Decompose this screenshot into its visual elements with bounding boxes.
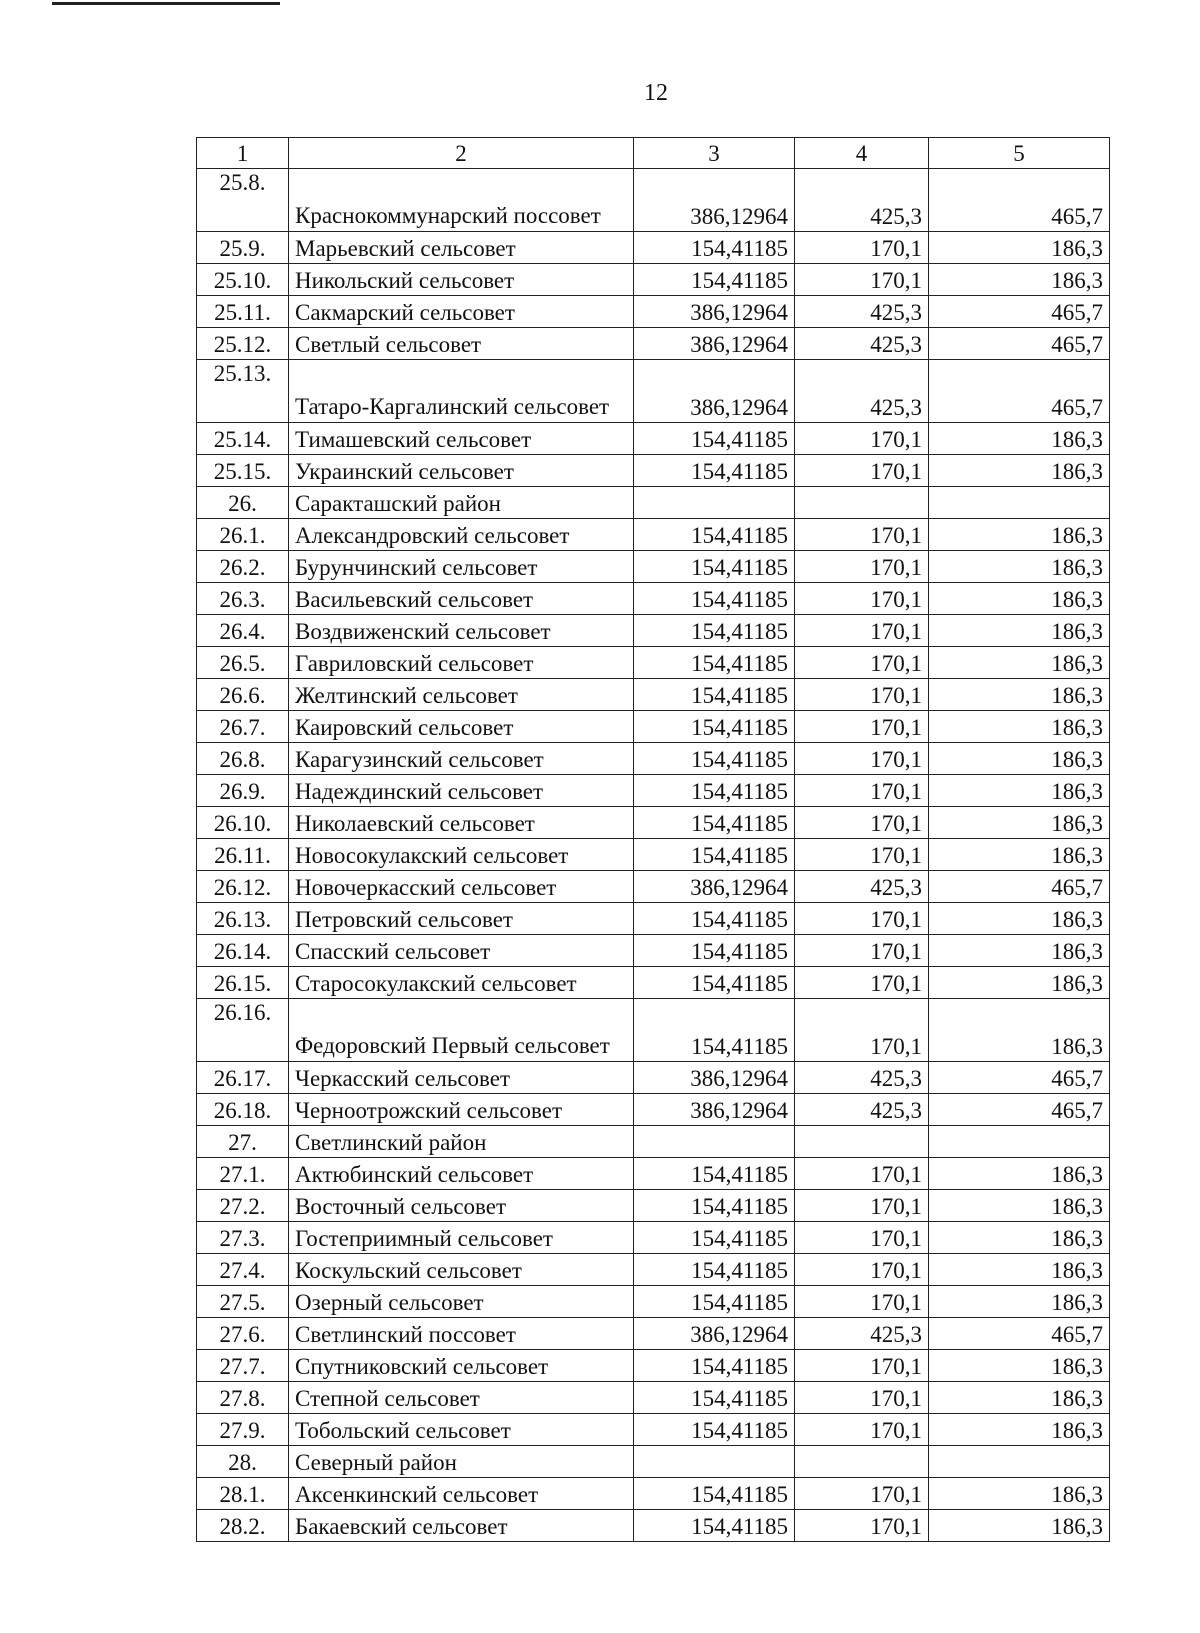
top-rule [52,2,280,5]
row-col-3: 154,41185 [634,551,795,583]
header-col-4: 4 [795,138,929,169]
row-number: 26. [197,487,289,519]
row-col-4: 170,1 [795,615,929,647]
row-col-5: 186,3 [929,1414,1110,1446]
row-col-5: 186,3 [929,711,1110,743]
table-row [197,807,1110,839]
row-number: 26.14. [197,935,289,967]
row-number: 26.12. [197,871,289,903]
row-name: Черкасский сельсовет [289,1062,634,1094]
row-col-4: 425,3 [795,1062,929,1094]
row-number: 26.18. [197,1094,289,1126]
table-row [197,1382,1110,1414]
row-number: 26.4. [197,615,289,647]
row-number: 28.1. [197,1478,289,1510]
row-name: Николаевский сельсовет [289,807,634,839]
row-name: Каировский сельсовет [289,711,634,743]
header-col-3: 3 [634,138,795,169]
row-col-5: 186,3 [929,903,1110,935]
row-col-3: 154,41185 [634,455,795,487]
row-col-5: 465,7 [929,1318,1110,1350]
row-col-4: 170,1 [795,1254,929,1286]
row-col-3: 154,41185 [634,423,795,455]
row-col-5: 186,3 [929,1190,1110,1222]
row-col-4: 170,1 [795,1382,929,1414]
row-col-5: 465,7 [929,1062,1110,1094]
table-row [197,264,1110,296]
row-col-5: 186,3 [929,1286,1110,1318]
table-row [197,519,1110,551]
row-col-3: 154,41185 [634,711,795,743]
row-number: 26.15. [197,967,289,999]
row-name: Никольский сельсовет [289,264,634,296]
row-number: 26.5. [197,647,289,679]
table-row [197,551,1110,583]
row-number: 27.8. [197,1382,289,1414]
row-col-5: 186,3 [929,1510,1110,1542]
row-col-3: 386,12964 [634,296,795,328]
row-name: Северный район [289,1446,634,1478]
row-col-3: 154,41185 [634,1222,795,1254]
row-col-4: 170,1 [795,1158,929,1190]
row-col-4: 425,3 [795,1318,929,1350]
row-name: Аксенкинский сельсовет [289,1478,634,1510]
row-col-5: 186,3 [929,423,1110,455]
table-row [197,1318,1110,1350]
row-name: Гостеприимный сельсовет [289,1222,634,1254]
table-row [197,1350,1110,1382]
table-row [197,679,1110,711]
row-col-3: 154,41185 [634,839,795,871]
row-col-5: 186,3 [929,935,1110,967]
row-col-3: 154,41185 [634,1158,795,1190]
row-name: Желтинский сельсовет [289,679,634,711]
row-number: 27.7. [197,1350,289,1382]
row-name: Светлинский район [289,1126,634,1158]
row-name: Краснокоммунарский поссовет [289,169,634,232]
row-col-5: 186,3 [929,264,1110,296]
row-col-3: 154,41185 [634,999,795,1062]
row-col-4: 170,1 [795,967,929,999]
table-row [197,583,1110,615]
table-row [197,232,1110,264]
table-row [197,935,1110,967]
row-col-5: 186,3 [929,1382,1110,1414]
row-number: 26.16. [197,999,289,1062]
table-row [197,169,1110,232]
row-col-3 [634,1446,795,1478]
table-row [197,1286,1110,1318]
row-col-4: 170,1 [795,264,929,296]
row-col-4: 170,1 [795,423,929,455]
row-col-5 [929,1446,1110,1478]
row-col-4: 425,3 [795,296,929,328]
row-col-5: 186,3 [929,1478,1110,1510]
row-col-3: 154,41185 [634,1414,795,1446]
row-col-4: 170,1 [795,903,929,935]
row-name: Черноотрожский сельсовет [289,1094,634,1126]
row-name: Озерный сельсовет [289,1286,634,1318]
row-col-3: 154,41185 [634,1190,795,1222]
row-col-3: 154,41185 [634,743,795,775]
row-col-3: 154,41185 [634,264,795,296]
row-col-3: 386,12964 [634,871,795,903]
row-name: Марьевский сельсовет [289,232,634,264]
table-row [197,1158,1110,1190]
row-col-4: 425,3 [795,871,929,903]
row-name: Гавриловский сельсовет [289,647,634,679]
row-col-5 [929,487,1110,519]
row-col-5: 465,7 [929,360,1110,423]
header-col-5: 5 [929,138,1110,169]
row-col-4: 170,1 [795,1222,929,1254]
row-col-4 [795,1126,929,1158]
row-col-5: 186,3 [929,1222,1110,1254]
row-number: 27.5. [197,1286,289,1318]
row-col-5: 186,3 [929,807,1110,839]
table-row [197,1222,1110,1254]
row-number: 26.11. [197,839,289,871]
row-number: 27. [197,1126,289,1158]
row-name: Актюбинский сельсовет [289,1158,634,1190]
row-col-3: 154,41185 [634,967,795,999]
row-col-5: 186,3 [929,615,1110,647]
table-row [197,360,1110,423]
row-name: Сакмарский сельсовет [289,296,634,328]
row-number: 28.2. [197,1510,289,1542]
row-col-3: 154,41185 [634,1254,795,1286]
table-row [197,711,1110,743]
table-row [197,775,1110,807]
row-col-4: 170,1 [795,743,929,775]
row-name: Тимашевский сельсовет [289,423,634,455]
table-row [197,647,1110,679]
table-row [197,1478,1110,1510]
row-number: 26.6. [197,679,289,711]
table-row [197,999,1110,1062]
table-row [197,1126,1110,1158]
row-col-3: 154,41185 [634,583,795,615]
row-number: 25.10. [197,264,289,296]
row-col-3: 154,41185 [634,615,795,647]
row-number: 25.9. [197,232,289,264]
row-col-3: 154,41185 [634,775,795,807]
row-col-3: 154,41185 [634,1286,795,1318]
row-col-4: 170,1 [795,1414,929,1446]
row-col-4: 170,1 [795,1286,929,1318]
row-col-5: 186,3 [929,743,1110,775]
row-col-4: 170,1 [795,1510,929,1542]
row-col-5: 186,3 [929,999,1110,1062]
row-name: Старосокулакский сельсовет [289,967,634,999]
page-number: 12 [644,80,668,106]
table-row [197,903,1110,935]
row-col-5: 186,3 [929,551,1110,583]
table-row [197,1414,1110,1446]
row-name: Спутниковский сельсовет [289,1350,634,1382]
row-col-5 [929,1126,1110,1158]
row-col-5: 465,7 [929,328,1110,360]
row-col-3: 386,12964 [634,1318,795,1350]
table-body [197,138,1110,1542]
table-row [197,1062,1110,1094]
row-col-4: 170,1 [795,519,929,551]
row-col-5: 186,3 [929,1350,1110,1382]
row-col-5: 465,7 [929,1094,1110,1126]
row-col-3: 154,41185 [634,232,795,264]
row-col-5: 186,3 [929,679,1110,711]
header-col-1: 1 [197,138,289,169]
row-col-5: 186,3 [929,583,1110,615]
row-col-3 [634,1126,795,1158]
row-col-3: 386,12964 [634,328,795,360]
row-col-5: 465,7 [929,296,1110,328]
row-number: 27.6. [197,1318,289,1350]
table-row [197,487,1110,519]
table-row [197,967,1110,999]
row-col-4: 170,1 [795,1350,929,1382]
row-name: Васильевский сельсовет [289,583,634,615]
row-number: 26.17. [197,1062,289,1094]
row-number: 25.14. [197,423,289,455]
table-row [197,1190,1110,1222]
row-col-3: 154,41185 [634,807,795,839]
row-col-4: 170,1 [795,647,929,679]
row-col-3: 154,41185 [634,903,795,935]
row-name: Степной сельсовет [289,1382,634,1414]
row-col-5: 186,3 [929,1254,1110,1286]
row-number: 26.1. [197,519,289,551]
row-col-3: 386,12964 [634,1062,795,1094]
table-row [197,615,1110,647]
row-col-4: 170,1 [795,711,929,743]
table-row [197,1446,1110,1478]
row-col-4: 425,3 [795,169,929,232]
row-col-4: 170,1 [795,455,929,487]
row-col-4: 425,3 [795,328,929,360]
row-number: 25.15. [197,455,289,487]
row-number: 27.3. [197,1222,289,1254]
row-number: 25.12. [197,328,289,360]
row-col-3: 154,41185 [634,1478,795,1510]
row-name: Петровский сельсовет [289,903,634,935]
row-name: Восточный сельсовет [289,1190,634,1222]
row-number: 26.13. [197,903,289,935]
row-col-5: 186,3 [929,647,1110,679]
table-row [197,423,1110,455]
row-col-4: 170,1 [795,551,929,583]
row-name: Новосокулакский сельсовет [289,839,634,871]
row-col-3: 154,41185 [634,647,795,679]
row-col-4 [795,487,929,519]
header-row [197,138,1110,169]
table-row [197,455,1110,487]
row-name: Светлый сельсовет [289,328,634,360]
row-col-3: 386,12964 [634,169,795,232]
row-number: 26.8. [197,743,289,775]
row-col-4: 170,1 [795,775,929,807]
table-row [197,839,1110,871]
row-col-4: 170,1 [795,232,929,264]
row-name: Светлинский поссовет [289,1318,634,1350]
row-number: 25.11. [197,296,289,328]
row-col-4: 170,1 [795,807,929,839]
row-col-3: 154,41185 [634,519,795,551]
row-col-5: 186,3 [929,455,1110,487]
row-name: Александровский сельсовет [289,519,634,551]
row-number: 26.9. [197,775,289,807]
row-col-5: 465,7 [929,169,1110,232]
row-col-3: 154,41185 [634,679,795,711]
row-number: 26.2. [197,551,289,583]
table-row [197,296,1110,328]
row-col-5: 186,3 [929,775,1110,807]
row-name: Карагузинский сельсовет [289,743,634,775]
row-col-3: 154,41185 [634,1382,795,1414]
row-name: Новочеркасский сельсовет [289,871,634,903]
row-name: Спасский сельсовет [289,935,634,967]
row-name: Бурунчинский сельсовет [289,551,634,583]
row-col-4: 170,1 [795,583,929,615]
row-number: 28. [197,1446,289,1478]
row-number: 27.9. [197,1414,289,1446]
row-number: 26.3. [197,583,289,615]
table-row [197,871,1110,903]
row-name: Коскульский сельсовет [289,1254,634,1286]
row-col-3 [634,487,795,519]
row-col-5: 465,7 [929,871,1110,903]
row-name: Саракташский район [289,487,634,519]
row-col-4: 170,1 [795,1478,929,1510]
row-number: 25.13. [197,360,289,423]
row-name: Татаро-Каргалинский сельсовет [289,360,634,423]
row-number: 27.2. [197,1190,289,1222]
row-col-3: 154,41185 [634,1510,795,1542]
table-row [197,1510,1110,1542]
data-table [196,137,1110,1542]
table-row [197,743,1110,775]
row-col-5: 186,3 [929,967,1110,999]
row-name: Украинский сельсовет [289,455,634,487]
table-row [197,1254,1110,1286]
row-name: Федоровский Первый сельсовет [289,999,634,1062]
row-col-3: 386,12964 [634,360,795,423]
row-name: Бакаевский сельсовет [289,1510,634,1542]
row-number: 26.10. [197,807,289,839]
table-row [197,328,1110,360]
row-col-4: 170,1 [795,679,929,711]
row-col-4: 425,3 [795,1094,929,1126]
table-row [197,1094,1110,1126]
row-number: 26.7. [197,711,289,743]
row-name: Надеждинский сельсовет [289,775,634,807]
row-name: Воздвиженский сельсовет [289,615,634,647]
row-col-4: 170,1 [795,935,929,967]
row-name: Тобольский сельсовет [289,1414,634,1446]
row-col-5: 186,3 [929,839,1110,871]
row-col-3: 154,41185 [634,1350,795,1382]
row-col-5: 186,3 [929,1158,1110,1190]
row-col-4: 170,1 [795,999,929,1062]
row-col-5: 186,3 [929,519,1110,551]
row-number: 27.4. [197,1254,289,1286]
row-col-4: 170,1 [795,839,929,871]
row-col-4: 170,1 [795,1190,929,1222]
row-col-4 [795,1446,929,1478]
row-number: 27.1. [197,1158,289,1190]
row-number: 25.8. [197,169,289,232]
row-col-3: 386,12964 [634,1094,795,1126]
row-col-4: 425,3 [795,360,929,423]
row-col-3: 154,41185 [634,935,795,967]
header-col-2: 2 [289,138,634,169]
row-col-5: 186,3 [929,232,1110,264]
